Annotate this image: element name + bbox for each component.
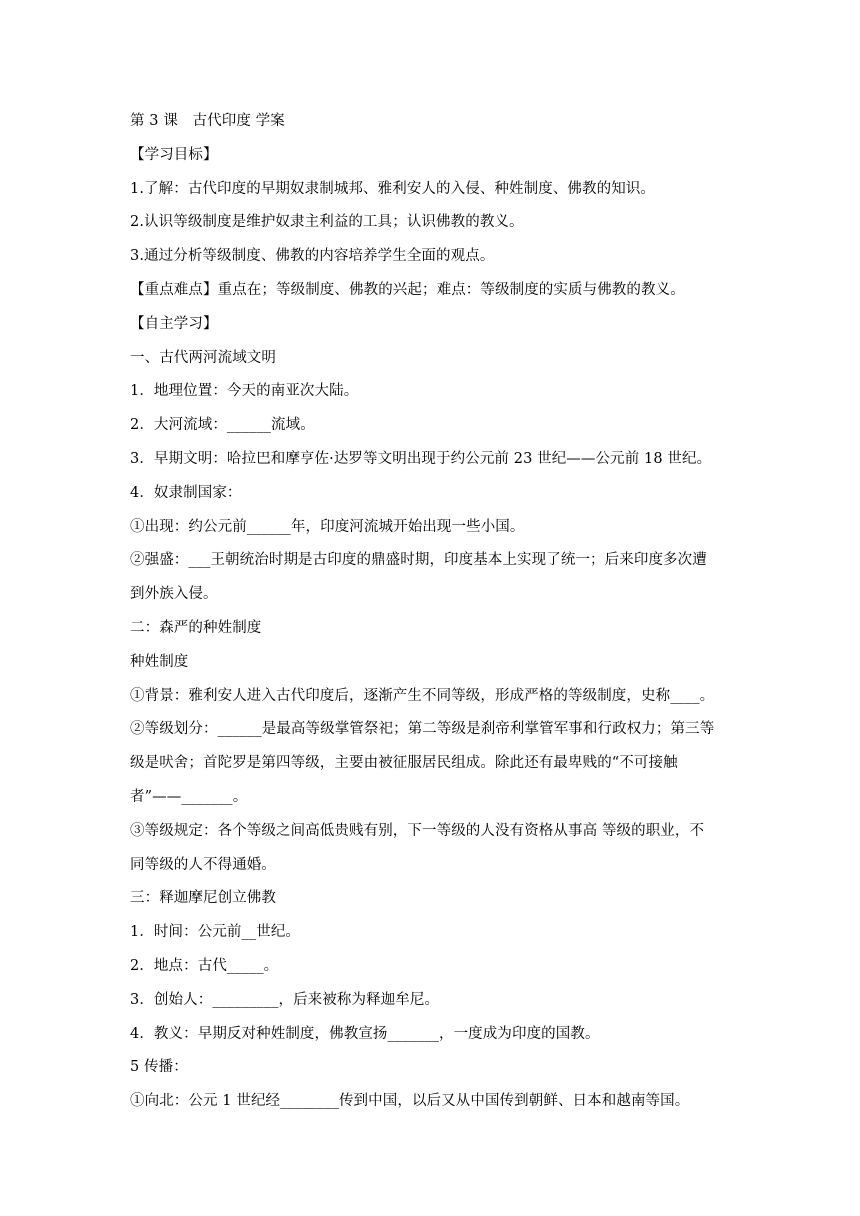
document-page (130, 105, 730, 1119)
item-geography: 1．地理位置：今天的南亚次大陆。 (130, 383, 359, 400)
objective-1: 1.了解：古代印度的早期奴隶制城邦、雅利安人的入侵、种姓制度、佛教的知识。 (130, 180, 656, 197)
item-emergence: ①出现：约公元前______年，印度河流城开始出现一些小国。 (130, 518, 525, 535)
caste-label: 种姓制度 (130, 653, 189, 670)
caste-background: ①背景：雅利安人进入古代印度后，逐渐产生不同等级，形成严格的等级制度，史称____。 (130, 687, 715, 704)
lesson-title: 第 3 课 古代印度 学案 (130, 113, 285, 129)
key-points: 【重点难点】重点在；等级制度、佛教的兴起；难点：等级制度的实质与佛教的教义。 (130, 281, 685, 298)
caste-division-cont-2: 者”——_______。 (130, 788, 248, 805)
buddhism-spread: 5 传播： (130, 1059, 188, 1076)
item-slave-state: 4．奴隶制国家： (130, 484, 242, 501)
caste-rules-cont: 同等级的人不得通婚。 (130, 856, 276, 873)
caste-rules: ③等级规定：各个等级之间高低贵贱有别，下一等级的人没有资格从事高 等级的职业，不 (130, 822, 705, 839)
subheading-buddhism: 三：释迦摩尼创立佛教 (130, 890, 276, 907)
item-river-basin: 2．大河流域：______流域。 (130, 417, 315, 434)
item-early-civilization: 3．早期文明：哈拉巴和摩亨佐·达罗等文明出现于约公元前 23 世纪——公元前 18 世纪。 (130, 450, 712, 467)
buddhism-time: 1．时间：公元前__世纪。 (130, 924, 301, 941)
section-heading-objectives: 【学习目标】 (130, 146, 218, 163)
caste-division: ②等级划分：______是最高等级掌管祭祀；第二等级是刹帝利掌管军事和行政权力；第三等 (130, 721, 715, 738)
subheading-civilization: 一、古代两河流域文明 (130, 349, 276, 366)
buddhism-doctrine: 4．教义：早期反对种姓制度，佛教宣扬_______，一度成为印度的国教。 (130, 1025, 600, 1042)
buddhism-place: 2．地点：古代_____。 (130, 957, 279, 974)
caste-division-cont-1: 级是吠舍；首陀罗是第四等级，主要由被征服居民组成。除此还有最卑贱的“不可接触 (130, 755, 678, 772)
objective-3: 3.通过分析等级制度、佛教的内容培养学生全面的观点。 (130, 248, 495, 265)
item-prosperity: ②强盛：___王朝统治时期是古印度的鼎盛时期，印度基本上实现了统一；后来印度多次遭 (130, 552, 707, 569)
section-heading-self-study: 【自主学习】 (130, 315, 218, 332)
objective-2: 2.认识等级制度是维护奴隶主利益的工具；认识佛教的教义。 (130, 214, 524, 231)
buddhism-spread-north: ①向北：公元 1 世纪经________传到中国，以后又从中国传到朝鲜、日本和越南等国。 (130, 1093, 690, 1110)
buddhism-founder: 3．创始人：_________，后来被称为释迦牟尼。 (130, 991, 440, 1008)
subheading-caste: 二：森严的种姓制度 (130, 619, 262, 636)
item-prosperity-cont: 到外族入侵。 (130, 586, 218, 603)
